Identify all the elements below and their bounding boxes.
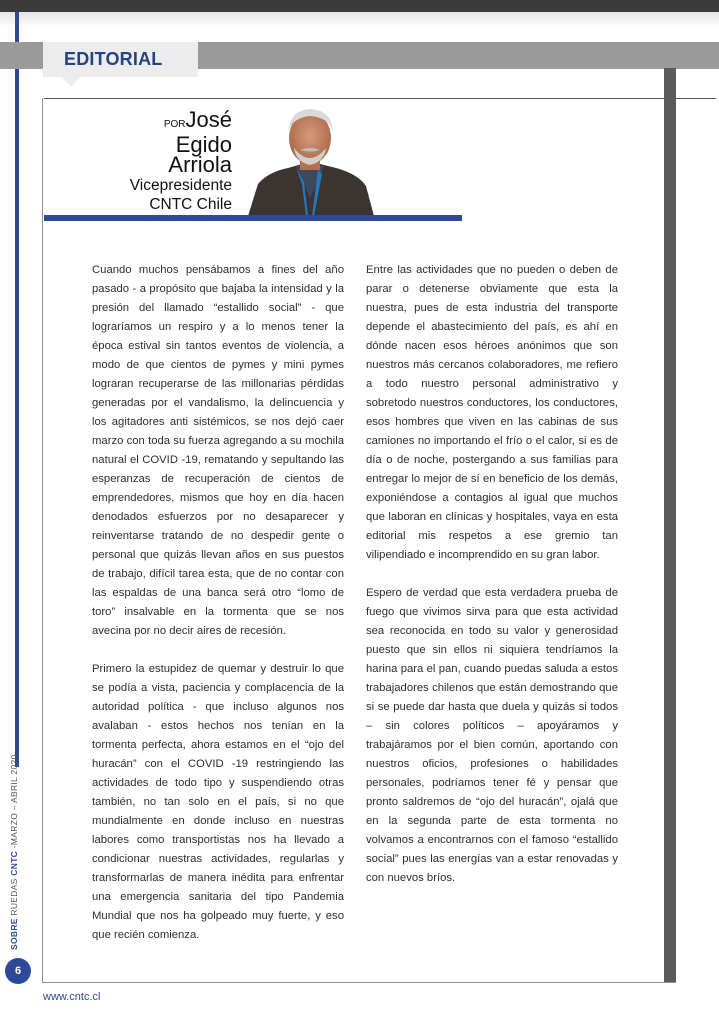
author-last-name: Arriola <box>168 152 232 177</box>
section-tab-notch <box>62 77 80 87</box>
header-rule <box>44 98 716 99</box>
website-url: www.cntc.cl <box>43 991 101 1003</box>
page-number: 6 <box>5 958 31 984</box>
author-byline <box>129 107 232 213</box>
paragraph: Cuando muchos pensábamos a fines del año pasado - a propósito que bajaba la intensidad y la presión del llamado “estallido social” - que lograríamos un respiro y a lo menos tener la época estival sin tantos eventos de violencia, a modo de que cientos de pymes y mini pymes lograran recuperarse de las millonarias pérdidas generadas por el vandalismo, la delincuencia y los agitadores anti sistémicos, se nos dejó caer marzo con toda su fuerza agregando a su mochila natural el COVID -19, rematando y sepultando las esperanzas de recuperación de cientos de emprendedores, mismos que hoy en día hacen denodados esfuerzos por no desaparecer y reinventarse tratando de no despedir gente o personal que quizás llevan años en sus puestos de trabajo, difícil tarea esta, que de no contar con las espaldas de una banca será otro “lomo de toro” insalvable en la tormenta que se nos avecina por no decir aires de recesión. <box>92 264 344 637</box>
top-edge-bar <box>0 0 719 12</box>
section-title: EDITORIAL <box>64 49 163 69</box>
page-shadow <box>0 12 719 28</box>
author-first-name: PORJosé <box>163 107 232 132</box>
author-photo <box>244 102 376 216</box>
paragraph: Espero de verdad que esta verdadera prueba de fuego que vivimos sirva para que esta actividad sea reconocida en todo su valor y generosidad puesto que sin ellos ni siquiera tendríamos la harina para el pan, cuando puedas saluda a estos trabajadores chilenos que están demostrando que si se puede dar hasta que duela y quizás si todos – sin colores políticos – apoyáramos y trabajáramos por el bien común, aportando con nuestros oficios, profesiones o habilidades personales, podríamos tener fé y pensar que pronto saldremos de “ojo del huracán”, ojalá que en la segunda parte de esta tormenta no volvamos a encontrarnos con el famoso “estallido social” pues las energías van a estar renovadas y con nuevos bríos. <box>366 587 618 884</box>
magazine-vertical-label: SOBRE RUEDAS CNTC -MARZO – ABRIL 2020 <box>9 754 19 950</box>
paragraph: Primero la estupidez de quemar y destruir lo que se podía a vista, paciencia y complacencia de la autoridad política - que incluso algunos nos avalaban - estos hechos nos tenían en la tormenta perfecta, ahora estamos en el “ojo del huracán” con el COVID -19 restringiendo las actividades de todo tipo y suspendiendo otras también, no tan solo en el país, si no que mundialmente en donde incluso en nuestras labores como transportistas nos ha llevado a condicionar nuestras actividades, regularlas y transformarlas de manera inédita para enfrentar una emergencia sanitaria del tipo Pandemia Mundial que nos ha golpeado muy fuerte, y eso que recién comienza. <box>92 663 344 941</box>
author-prefix: POR <box>163 119 186 130</box>
frame-bottom-line <box>42 982 676 983</box>
left-accent-line <box>15 12 19 767</box>
author-role: Vicepresidente <box>129 177 232 194</box>
byline-blue-rule <box>44 215 462 221</box>
author-middle-name: Egido <box>175 132 232 157</box>
article-column-right <box>366 261 618 907</box>
frame-left-line <box>42 98 43 983</box>
article-column-left <box>92 261 344 964</box>
author-org: CNTC Chile <box>149 196 232 213</box>
paragraph: Entre las actividades que no pueden o deben de parar o detenerse obviamente que esta la nuestra, pues de esta industria del transporte depende el abastecimiento del país, es ahí en dónde nacen esos héroes anónimos que son nuestros más cercanos colaboradores, me refiero a todo nuestro personal administrativo y sobretodo nuestros conductores, los conductores, esos hombres que viven en las cabinas de sus camiones no importando el frío o el calor, si es de día o de noche, postergando a sus familias para entregar lo mejor de sí en beneficio de los demás, exponiéndose a contagios al igual que muchos que laboran en clínicas y hospitales, vaya en esta editorial mis respetos a ese gremio tan vilipendiado e incomprendido en su gran labor. <box>366 264 618 561</box>
right-dark-bar <box>664 68 676 983</box>
